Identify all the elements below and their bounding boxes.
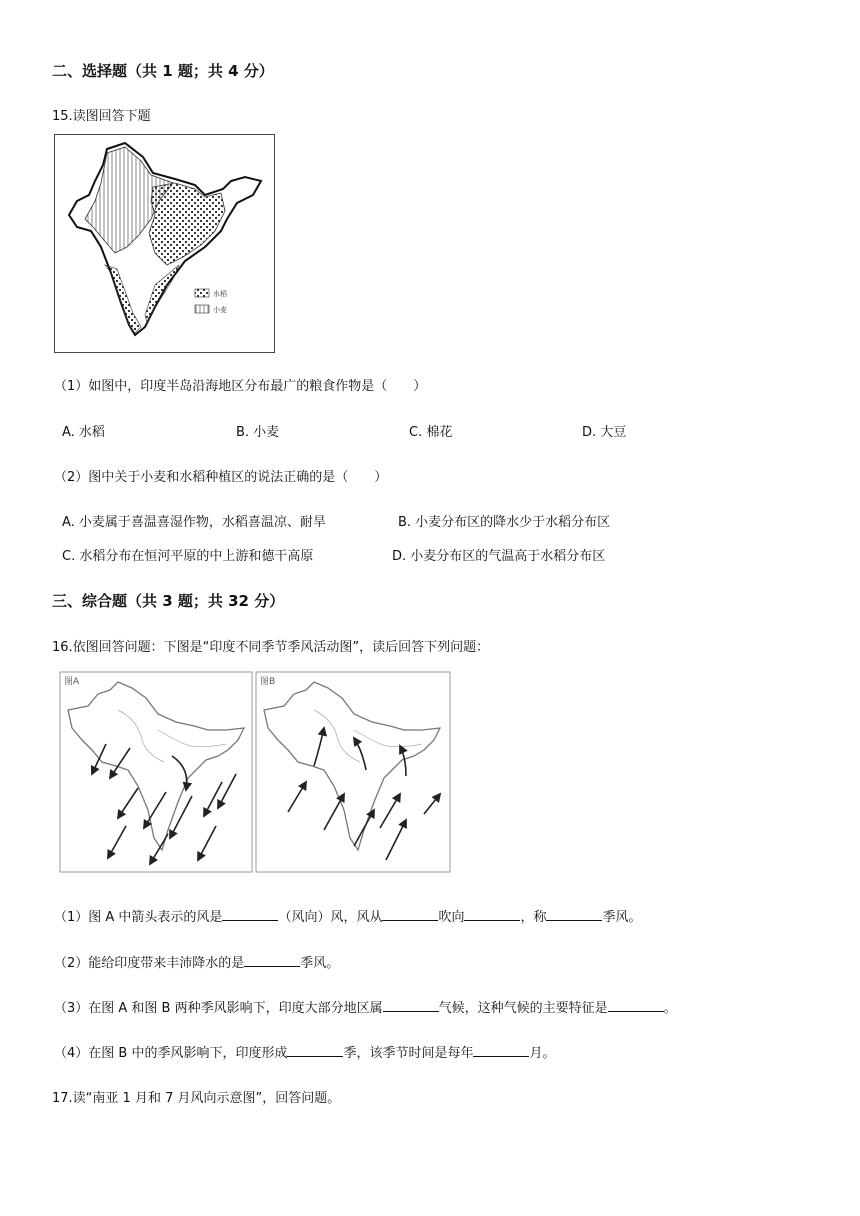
q16-1-blank-1[interactable] bbox=[222, 906, 278, 921]
option-15-2-b[interactable]: B. 小麦分布区的降水少于水稻分布区 bbox=[398, 515, 611, 530]
q16-2-text-2: 季风。 bbox=[300, 956, 340, 971]
option-15-2-d[interactable]: D. 小麦分布区的气温高于水稻分布区 bbox=[392, 549, 606, 564]
india-crop-map-svg bbox=[55, 135, 274, 352]
map-b bbox=[256, 672, 450, 872]
q16-4-blank-2[interactable] bbox=[473, 1042, 529, 1057]
q16-1-text-4: ，称 bbox=[520, 910, 547, 925]
map-a-label: 图A bbox=[64, 677, 80, 687]
q16-3-blank-2[interactable] bbox=[608, 997, 664, 1012]
q16-1-text-1: （1）图 A 中箭头表示的风是 bbox=[54, 910, 223, 925]
q16-1-text-2: （风向）风，风从 bbox=[278, 910, 383, 925]
monsoon-maps bbox=[58, 670, 452, 874]
question-16-stem: 16.依图回答问题：下图是“印度不同季节季风活动图”，读后回答下列问题： bbox=[52, 640, 490, 655]
option-15-1-a[interactable]: A. 水稻 bbox=[62, 425, 105, 440]
option-15-1-b[interactable]: B. 小麦 bbox=[236, 425, 280, 440]
q16-4-text-3: 月。 bbox=[529, 1046, 556, 1061]
question-16-4 bbox=[54, 1042, 556, 1061]
option-15-1-d[interactable]: D. 大豆 bbox=[582, 425, 627, 440]
monsoon-maps-svg bbox=[58, 670, 452, 874]
q16-4-blank-1[interactable] bbox=[287, 1042, 343, 1057]
india-crop-map bbox=[54, 134, 275, 353]
legend-wheat-label: 小麦 bbox=[213, 306, 227, 314]
q16-2-blank-1[interactable] bbox=[244, 952, 300, 967]
q16-1-blank-4[interactable] bbox=[546, 906, 602, 921]
q16-3-text-1: （3）在图 A 和图 B 两种季风影响下，印度大部分地区属 bbox=[54, 1001, 383, 1016]
q16-2-text-1: （2）能给印度带来丰沛降水的是 bbox=[54, 956, 245, 971]
q16-4-text-1: （4）在图 B 中的季风影响下，印度形成 bbox=[54, 1046, 288, 1061]
map-a bbox=[60, 672, 252, 872]
option-15-2-a[interactable]: A. 小麦属于喜温喜湿作物，水稻喜温凉、耐旱 bbox=[62, 515, 326, 530]
q16-1-text-3: 吹向 bbox=[438, 910, 465, 925]
q16-1-blank-2[interactable] bbox=[382, 906, 438, 921]
option-15-2-c[interactable]: C. 水稻分布在恒河平原的中上游和德干高原 bbox=[62, 549, 314, 564]
q16-1-text-5: 季风。 bbox=[602, 910, 642, 925]
question-15-1: （1）如图中，印度半岛沿海地区分布最广的粮食作物是（ ） bbox=[54, 379, 427, 394]
question-16-2 bbox=[54, 952, 339, 971]
option-15-1-c[interactable]: C. 棉花 bbox=[409, 425, 453, 440]
map-b-label: 图B bbox=[260, 677, 276, 687]
legend-rice-swatch bbox=[195, 289, 209, 297]
legend-rice-label: 水稻 bbox=[213, 290, 227, 298]
question-15-2: （2）图中关于小麦和水稻种植区的说法正确的是（ ） bbox=[54, 470, 388, 485]
question-16-3 bbox=[54, 997, 677, 1016]
q16-3-text-2: 气候，这种气候的主要特征是 bbox=[438, 1001, 608, 1016]
section-heading-choice: 二、选择题（共 1 题；共 4 分） bbox=[52, 62, 274, 80]
q16-3-blank-1[interactable] bbox=[383, 997, 439, 1012]
q16-4-text-2: 季，该季节时间是每年 bbox=[343, 1046, 474, 1061]
question-16-1 bbox=[54, 906, 642, 925]
question-17-stem: 17.读“南亚 1 月和 7 月风向示意图”，回答问题。 bbox=[52, 1091, 341, 1106]
section-heading-comprehensive: 三、综合题（共 3 题；共 32 分） bbox=[52, 592, 285, 610]
q16-3-text-3: 。 bbox=[663, 1001, 677, 1016]
legend-wheat-swatch bbox=[195, 305, 209, 313]
rice-region-east bbox=[149, 183, 225, 265]
question-15-stem: 15.读图回答下题 bbox=[52, 109, 151, 124]
q16-1-blank-3[interactable] bbox=[464, 906, 520, 921]
